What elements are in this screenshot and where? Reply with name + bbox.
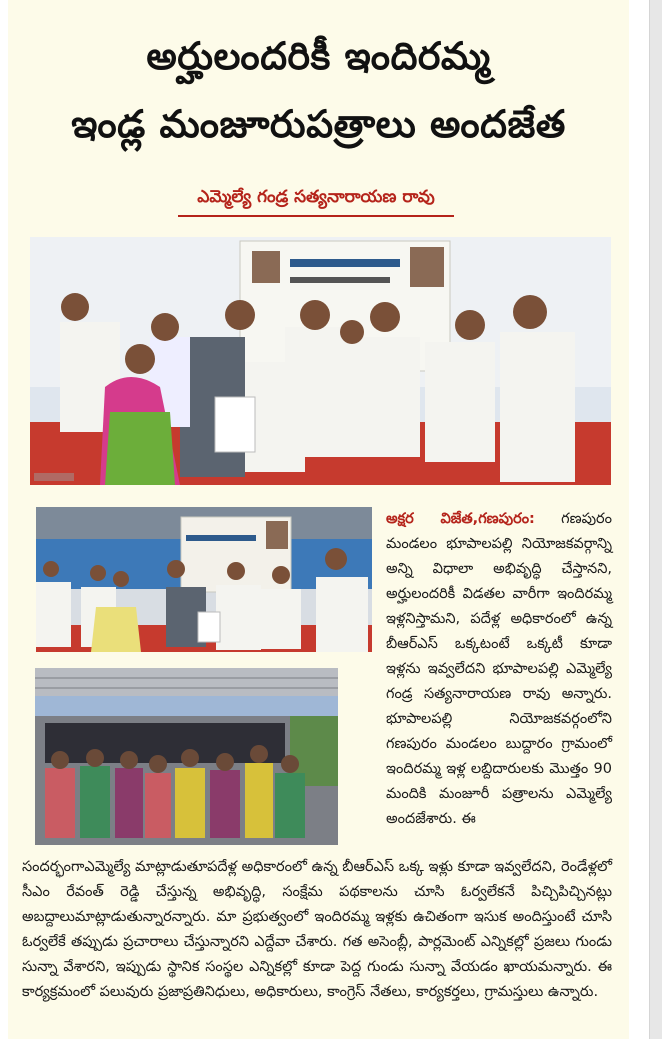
audience-photo — [35, 668, 338, 845]
body-full: సందర్భంగాఎమ్మెల్యే మాట్లాడుతూపదేళ్ల అధికారంలో ఉన్న బీఆర్ఎస్ ఒక్క ఇళ్లు కూడా ఇవ్వలేదని, రెండేళ్లలో సీఎం రేవంత్ రెడ్డి చేస్తున్న అభివృద్ధి, సంక్షేమ పథకాలను చూసి ఓర్వలేకనే పిచ్చిపిచ్చినట్లు అబద్దాలుమాట్లాడుతున్నారన్నారు. మా ప్రభుత్వంలో ఇందిరమ్మ ఇళ్లకు ఉచితంగా ఇసుక అందిస్తుంటే చూసి ఓర్వలేకే తప్పుడు ప్రచారాలు చేస్తున్నారని ఎద్దేవా చేశారు. గత అసెంబ్లీ, పార్లమెంట్ ఎన్నికల్లో ప్రజలు గుండు సున్నా వేశారని, ఇప్పుడు స్థానిక సంస్థల ఎన్నికల్లో కూడా పెద్ద గుండు సున్నా వేయడం ఖాయమన్నారు. ఈ కార్యక్రమంలో పలువురు ప్రజాప్రతినిధులు, అధికారులు, కాంగ్రెస్ నేతలు, కార్యకర్తలు, గ్రామస్తులు ఉన్నారు. — [22, 859, 612, 1000]
headline-line-1: అర్హులందరికీ ఇందిరమ్మ — [146, 34, 491, 78]
body-column-text: గణపురం మండలం భూపాలపల్లి నియోజకవర్గాన్ని అన్ని విధాలా అభివృద్ధి చేస్తానని, అర్హులందరికీ విడతల వారీగా ఇందిరమ్మ ఇళ్లనిస్తామని, పదేళ్ల అధికారంలో ఉన్న బీఆర్ఎస్ ఒక్కటంటే ఒక్కటీ కూడా ఇళ్లను ఇవ్వలేదని భూపాలపల్లి ఎమ్మెల్యే గండ్ర సత్యనారాయణ రావు అన్నారు. భూపాలపల్లి నియోజకవర్గంలోని గణపురం మండలం బుద్దారం గ్రామంలో ఇందిరమ్మ ఇళ్ల లబ్దిదారులకు మొత్తం 90 మందికి మంజూరీ పత్రాలను ఎమ్మెల్యే అందజేశారు. ఈ — [386, 511, 612, 827]
handover-photo — [36, 507, 372, 652]
dateline: అక్షర విజేత,గణపురం: — [386, 511, 535, 527]
byline: ఎమ్మెల్యే గండ్ర సత్యనారాయణ రావు — [178, 187, 454, 217]
viewer-edge — [629, 0, 670, 1039]
ceremony-photo — [30, 237, 611, 485]
scrollbar[interactable] — [649, 0, 662, 1039]
headline-line-2: ఇండ్ల మంజూరుపత్రాలు అందజేత — [71, 102, 566, 146]
body-column — [386, 507, 612, 832]
